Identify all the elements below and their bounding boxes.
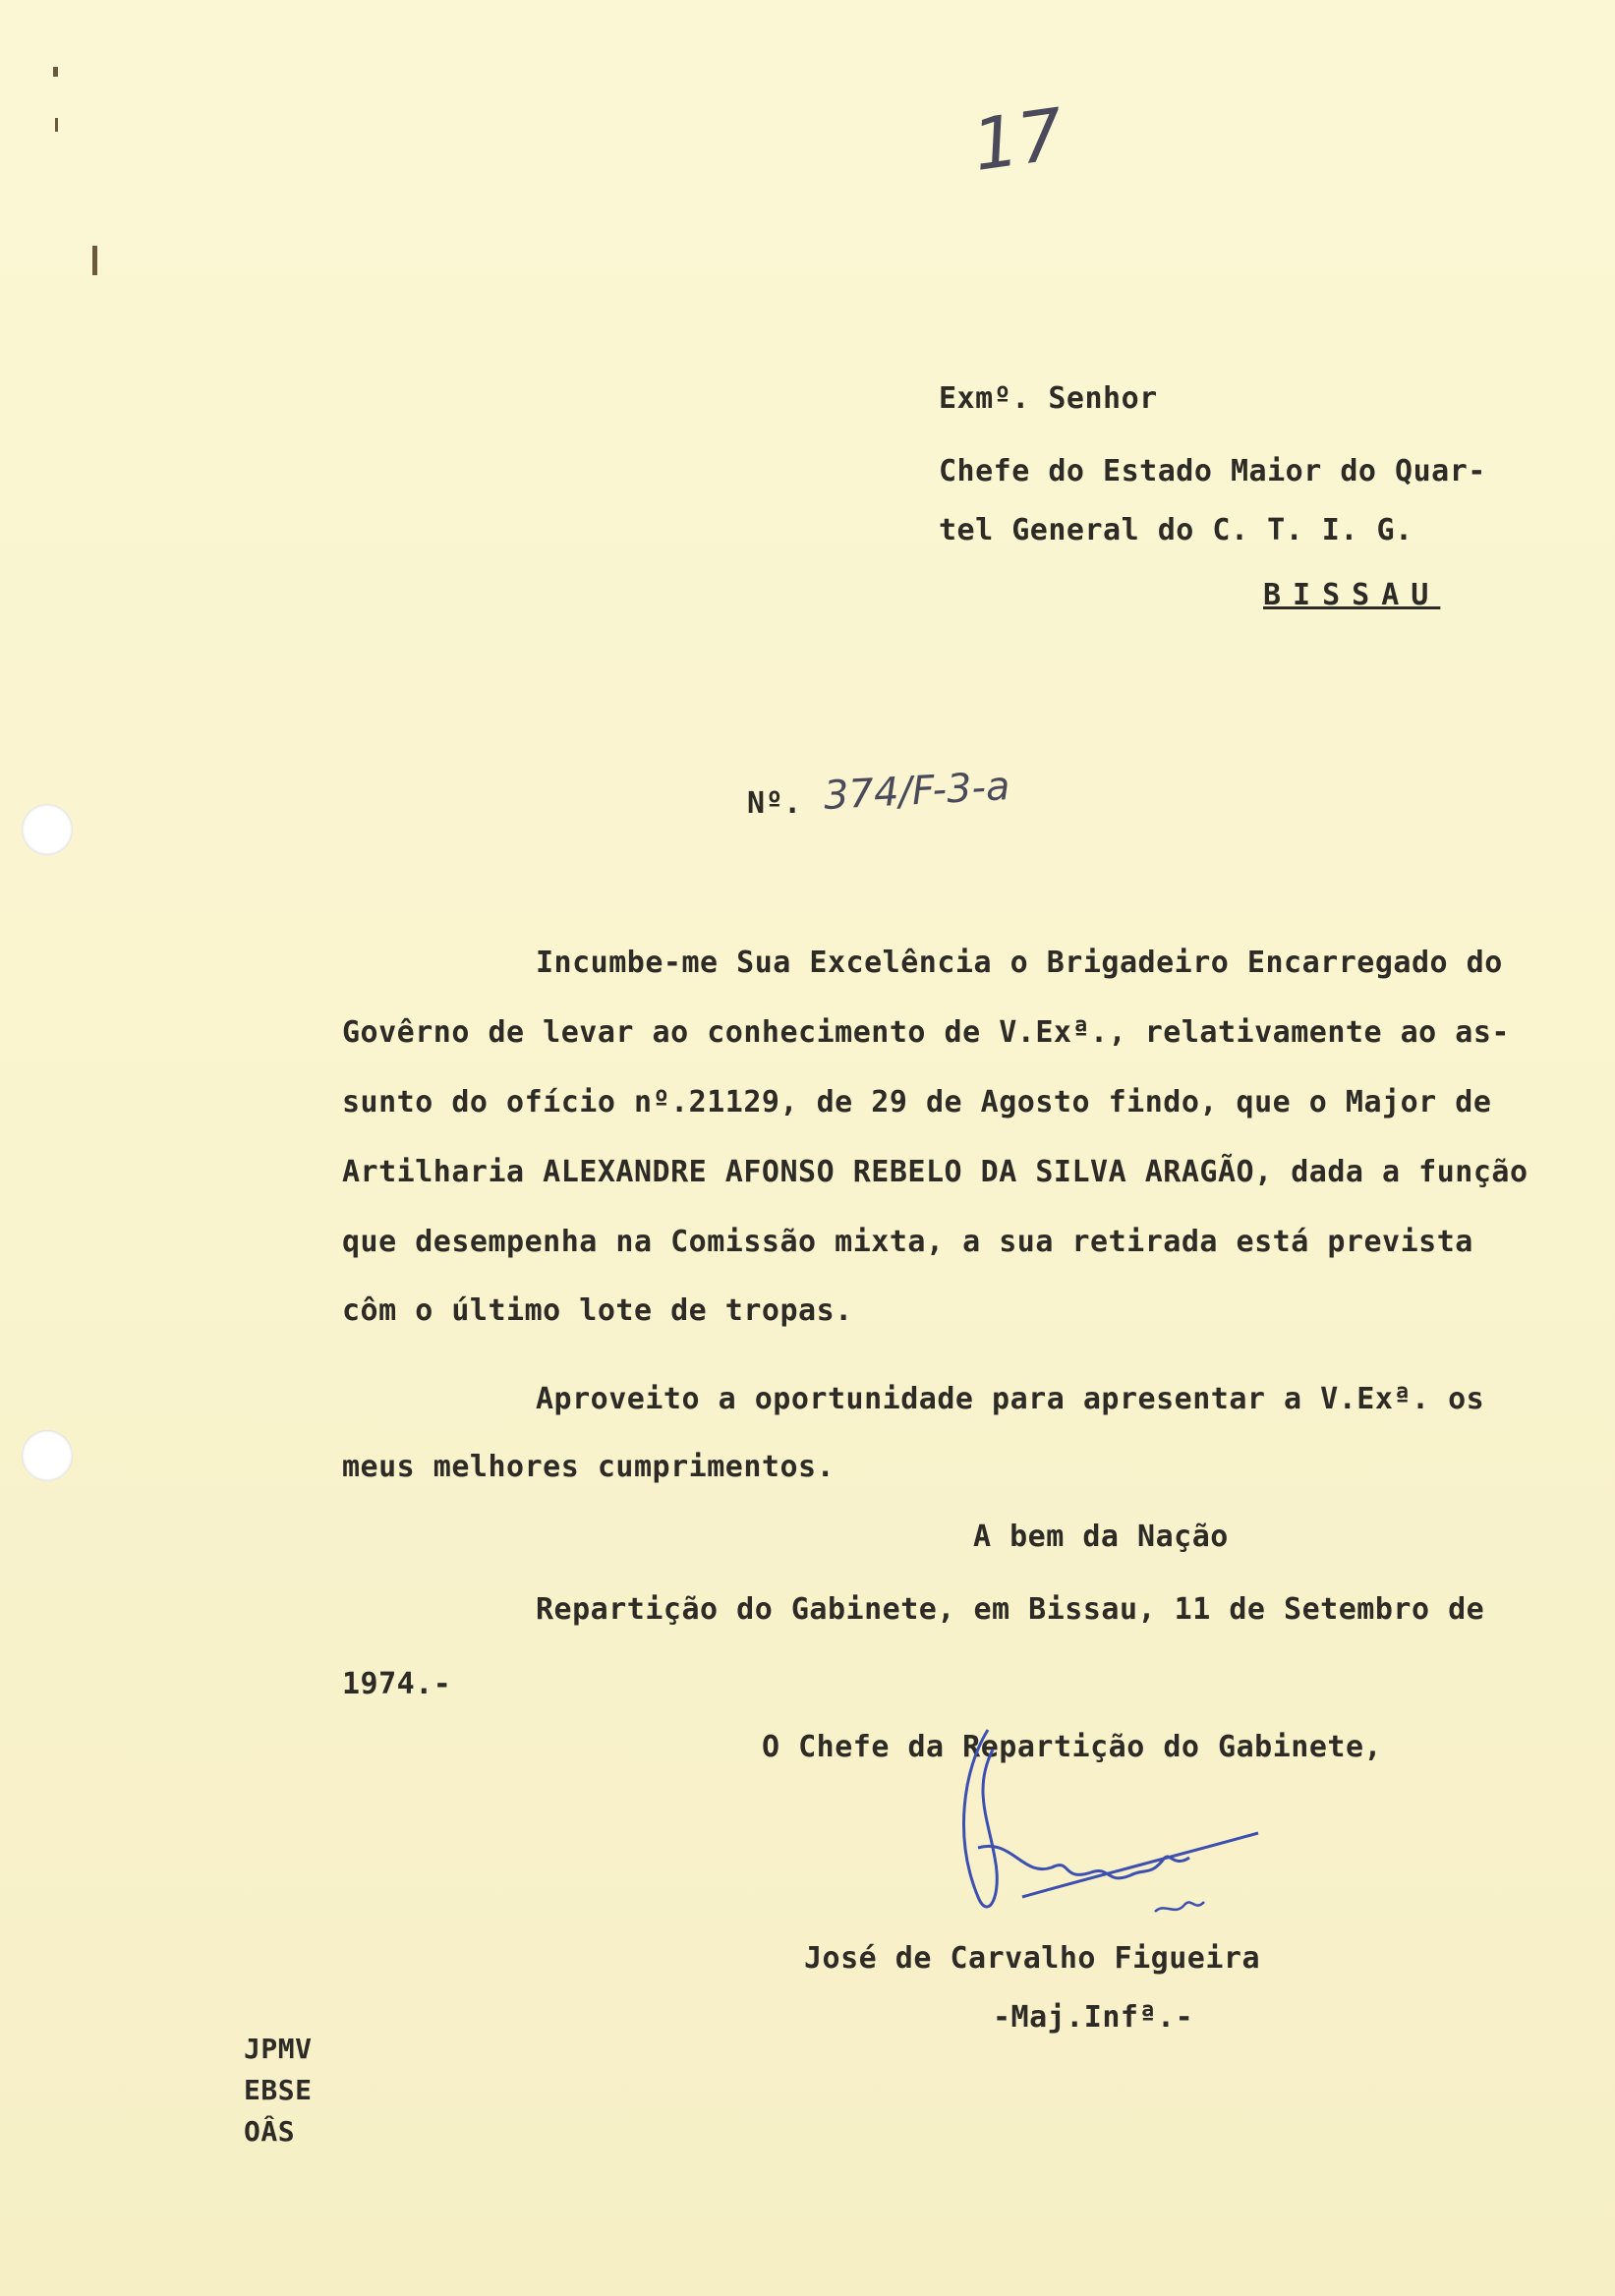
body-p1-line-6: côm o último lote de tropas. <box>342 1293 853 1328</box>
body-p1-line-4: Artilharia ALEXANDRE AFONSO REBELO DA SILVA ARAGÃO, dada a função <box>342 1155 1528 1189</box>
initials-3: OÂS <box>244 2115 296 2148</box>
addressee-city: BISSAU <box>1263 578 1441 612</box>
body-p2-line-2: meus melhores cumprimentos. <box>342 1450 836 1484</box>
initials-2: EBSE <box>244 2074 313 2106</box>
closing-motto: A bem da Nação <box>973 1520 1229 1554</box>
initials-1: JPMV <box>244 2033 313 2065</box>
signatory-name: José de Carvalho Figueira <box>804 1941 1261 1976</box>
addressee-line-2: tel General do C. T. I. G. <box>939 513 1413 547</box>
folio-number: 17 <box>967 92 1069 187</box>
body-p1-line-2: Govêrno de levar ao conhecimento de V.Exª., relativamente ao as- <box>342 1015 1510 1050</box>
body-p2-line-1: Aproveito a oportunidade para apresentar a V.Exª. os <box>536 1382 1485 1416</box>
body-p1-line-1: Incumbe-me Sua Excelência o Brigadeiro Encarregado do <box>536 946 1503 980</box>
binding-mark <box>55 118 58 132</box>
place-date-line-1: Repartição do Gabinete, em Bissau, 11 de Setembro de <box>536 1592 1485 1627</box>
body-p1-line-3: sunto do ofício nº.21129, de 29 de Agosto findo, que o Major de <box>342 1085 1492 1119</box>
signatory-rank: -Maj.Infª.- <box>993 2000 1194 2035</box>
addressee-line-1: Chefe do Estado Maior do Quar- <box>939 454 1486 488</box>
reference-number-handwritten: 374/F-3-a <box>822 764 1011 819</box>
salutation: Exmº. Senhor <box>939 381 1158 416</box>
punch-hole-top <box>22 804 73 855</box>
binding-mark <box>92 246 97 275</box>
reference-prefix: Nº. <box>747 786 802 821</box>
place-date-line-2: 1974.- <box>342 1667 452 1701</box>
body-p1-line-5: que desempenha na Comissão mixta, a sua retirada está prevista <box>342 1225 1473 1259</box>
punch-hole-bottom <box>22 1430 73 1481</box>
signatory-title: O Chefe da Repartição do Gabinete, <box>762 1730 1383 1764</box>
binding-mark <box>53 67 58 77</box>
signature <box>934 1710 1268 1936</box>
